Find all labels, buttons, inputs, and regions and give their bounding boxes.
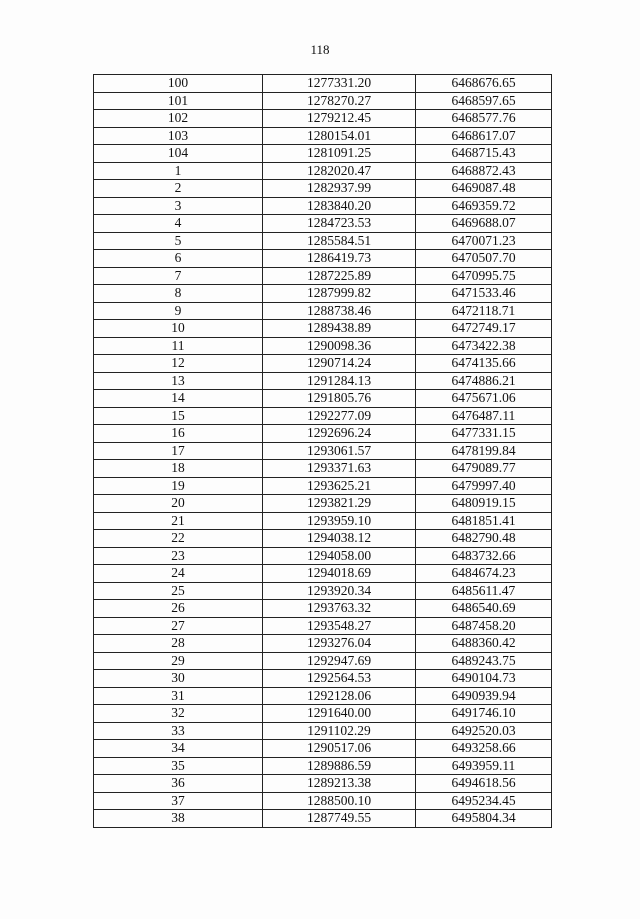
table-row	[94, 250, 552, 268]
y-coordinate-cell: 6495234.45	[416, 792, 552, 810]
y-coordinate-cell: 6493959.11	[416, 757, 552, 775]
point-number-cell: 9	[94, 302, 263, 320]
page-number: 118	[310, 42, 330, 57]
point-number-cell: 30	[94, 670, 263, 688]
y-coordinate-cell: 6490939.94	[416, 687, 552, 705]
x-coordinate-cell: 1293959.10	[263, 512, 416, 530]
x-coordinate-cell: 1282020.47	[263, 162, 416, 180]
table-row	[94, 162, 552, 180]
y-coordinate-cell: 6479997.40	[416, 477, 552, 495]
point-number-cell: 100	[94, 75, 263, 93]
table-row	[94, 757, 552, 775]
point-number-cell: 34	[94, 740, 263, 758]
y-coordinate-cell: 6480919.15	[416, 495, 552, 513]
y-coordinate-cell: 6469087.48	[416, 180, 552, 198]
table-row	[94, 302, 552, 320]
x-coordinate-cell: 1283840.20	[263, 197, 416, 215]
point-number-cell: 31	[94, 687, 263, 705]
point-number-cell: 1	[94, 162, 263, 180]
y-coordinate-cell: 6471533.46	[416, 285, 552, 303]
y-coordinate-cell: 6495804.34	[416, 810, 552, 828]
x-coordinate-cell: 1289438.89	[263, 320, 416, 338]
x-coordinate-cell: 1280154.01	[263, 127, 416, 145]
table-row	[94, 390, 552, 408]
y-coordinate-cell: 6472118.71	[416, 302, 552, 320]
y-coordinate-cell: 6469359.72	[416, 197, 552, 215]
point-number-cell: 2	[94, 180, 263, 198]
x-coordinate-cell: 1293061.57	[263, 442, 416, 460]
table-row	[94, 582, 552, 600]
x-coordinate-cell: 1294018.69	[263, 565, 416, 583]
y-coordinate-cell: 6474135.66	[416, 355, 552, 373]
y-coordinate-cell: 6492520.03	[416, 722, 552, 740]
table-row	[94, 232, 552, 250]
y-coordinate-cell: 6470507.70	[416, 250, 552, 268]
y-coordinate-cell: 6468715.43	[416, 145, 552, 163]
table-row	[94, 670, 552, 688]
point-number-cell: 16	[94, 425, 263, 443]
point-number-cell: 4	[94, 215, 263, 233]
point-number-cell: 14	[94, 390, 263, 408]
table-row	[94, 267, 552, 285]
table-row	[94, 635, 552, 653]
y-coordinate-cell: 6489243.75	[416, 652, 552, 670]
point-number-cell: 38	[94, 810, 263, 828]
table-row	[94, 337, 552, 355]
x-coordinate-cell: 1293371.63	[263, 460, 416, 478]
table-row	[94, 215, 552, 233]
x-coordinate-cell: 1285584.51	[263, 232, 416, 250]
x-coordinate-cell: 1291640.00	[263, 705, 416, 723]
y-coordinate-cell: 6473422.38	[416, 337, 552, 355]
y-coordinate-cell: 6494618.56	[416, 775, 552, 793]
x-coordinate-cell: 1287749.55	[263, 810, 416, 828]
x-coordinate-cell: 1290517.06	[263, 740, 416, 758]
table-row	[94, 145, 552, 163]
point-number-cell: 24	[94, 565, 263, 583]
point-number-cell: 20	[94, 495, 263, 513]
table-row	[94, 425, 552, 443]
point-number-cell: 104	[94, 145, 263, 163]
point-number-cell: 5	[94, 232, 263, 250]
point-number-cell: 28	[94, 635, 263, 653]
y-coordinate-cell: 6470071.23	[416, 232, 552, 250]
table-row	[94, 495, 552, 513]
y-coordinate-cell: 6479089.77	[416, 460, 552, 478]
table-row	[94, 92, 552, 110]
x-coordinate-cell: 1292564.53	[263, 670, 416, 688]
y-coordinate-cell: 6468577.76	[416, 110, 552, 128]
y-coordinate-cell: 6474886.21	[416, 372, 552, 390]
table-row	[94, 407, 552, 425]
x-coordinate-cell: 1293821.29	[263, 495, 416, 513]
table-row	[94, 722, 552, 740]
point-number-cell: 37	[94, 792, 263, 810]
point-number-cell: 3	[94, 197, 263, 215]
y-coordinate-cell: 6493258.66	[416, 740, 552, 758]
table-row	[94, 127, 552, 145]
y-coordinate-cell: 6485611.47	[416, 582, 552, 600]
table-row	[94, 75, 552, 93]
x-coordinate-cell: 1281091.25	[263, 145, 416, 163]
x-coordinate-cell: 1288500.10	[263, 792, 416, 810]
x-coordinate-cell: 1293920.34	[263, 582, 416, 600]
table-row	[94, 110, 552, 128]
x-coordinate-cell: 1292128.06	[263, 687, 416, 705]
y-coordinate-cell: 6482790.48	[416, 530, 552, 548]
point-number-cell: 32	[94, 705, 263, 723]
table-row	[94, 792, 552, 810]
y-coordinate-cell: 6468617.07	[416, 127, 552, 145]
x-coordinate-cell: 1282937.99	[263, 180, 416, 198]
point-number-cell: 10	[94, 320, 263, 338]
point-number-cell: 6	[94, 250, 263, 268]
x-coordinate-cell: 1277331.20	[263, 75, 416, 93]
table-row	[94, 180, 552, 198]
table-row	[94, 652, 552, 670]
point-number-cell: 35	[94, 757, 263, 775]
point-number-cell: 36	[94, 775, 263, 793]
point-number-cell: 23	[94, 547, 263, 565]
x-coordinate-cell: 1290714.24	[263, 355, 416, 373]
x-coordinate-cell: 1284723.53	[263, 215, 416, 233]
point-number-cell: 15	[94, 407, 263, 425]
y-coordinate-cell: 6468597.65	[416, 92, 552, 110]
y-coordinate-cell: 6470995.75	[416, 267, 552, 285]
point-number-cell: 12	[94, 355, 263, 373]
point-number-cell: 18	[94, 460, 263, 478]
table-row	[94, 372, 552, 390]
table-row	[94, 775, 552, 793]
table-row	[94, 320, 552, 338]
coordinates-table	[93, 74, 552, 828]
table-row	[94, 285, 552, 303]
y-coordinate-cell: 6478199.84	[416, 442, 552, 460]
table-row	[94, 442, 552, 460]
point-number-cell: 26	[94, 600, 263, 618]
coordinates-table-body	[94, 75, 552, 828]
x-coordinate-cell: 1278270.27	[263, 92, 416, 110]
y-coordinate-cell: 6472749.17	[416, 320, 552, 338]
table-row	[94, 617, 552, 635]
y-coordinate-cell: 6488360.42	[416, 635, 552, 653]
point-number-cell: 25	[94, 582, 263, 600]
x-coordinate-cell: 1291102.29	[263, 722, 416, 740]
point-number-cell: 19	[94, 477, 263, 495]
point-number-cell: 29	[94, 652, 263, 670]
point-number-cell: 22	[94, 530, 263, 548]
point-number-cell: 8	[94, 285, 263, 303]
x-coordinate-cell: 1292696.24	[263, 425, 416, 443]
x-coordinate-cell: 1294038.12	[263, 530, 416, 548]
x-coordinate-cell: 1293763.32	[263, 600, 416, 618]
x-coordinate-cell: 1292277.09	[263, 407, 416, 425]
point-number-cell: 13	[94, 372, 263, 390]
y-coordinate-cell: 6477331.15	[416, 425, 552, 443]
x-coordinate-cell: 1286419.73	[263, 250, 416, 268]
table-row	[94, 197, 552, 215]
y-coordinate-cell: 6483732.66	[416, 547, 552, 565]
point-number-cell: 101	[94, 92, 263, 110]
table-row	[94, 705, 552, 723]
table-row	[94, 530, 552, 548]
table-row	[94, 355, 552, 373]
y-coordinate-cell: 6469688.07	[416, 215, 552, 233]
point-number-cell: 102	[94, 110, 263, 128]
point-number-cell: 11	[94, 337, 263, 355]
x-coordinate-cell: 1289886.59	[263, 757, 416, 775]
point-number-cell: 27	[94, 617, 263, 635]
x-coordinate-cell: 1287999.82	[263, 285, 416, 303]
point-number-cell: 33	[94, 722, 263, 740]
y-coordinate-cell: 6491746.10	[416, 705, 552, 723]
point-number-cell: 21	[94, 512, 263, 530]
x-coordinate-cell: 1293548.27	[263, 617, 416, 635]
y-coordinate-cell: 6475671.06	[416, 390, 552, 408]
table-row	[94, 600, 552, 618]
x-coordinate-cell: 1294058.00	[263, 547, 416, 565]
table-row	[94, 687, 552, 705]
x-coordinate-cell: 1293276.04	[263, 635, 416, 653]
table-row	[94, 810, 552, 828]
y-coordinate-cell: 6468676.65	[416, 75, 552, 93]
point-number-cell: 17	[94, 442, 263, 460]
table-row	[94, 460, 552, 478]
table-row	[94, 477, 552, 495]
table-row	[94, 512, 552, 530]
x-coordinate-cell: 1293625.21	[263, 477, 416, 495]
x-coordinate-cell: 1291805.76	[263, 390, 416, 408]
table-row	[94, 547, 552, 565]
x-coordinate-cell: 1290098.36	[263, 337, 416, 355]
y-coordinate-cell: 6486540.69	[416, 600, 552, 618]
x-coordinate-cell: 1288738.46	[263, 302, 416, 320]
y-coordinate-cell: 6487458.20	[416, 617, 552, 635]
point-number-cell: 103	[94, 127, 263, 145]
x-coordinate-cell: 1279212.45	[263, 110, 416, 128]
point-number-cell: 7	[94, 267, 263, 285]
x-coordinate-cell: 1292947.69	[263, 652, 416, 670]
y-coordinate-cell: 6476487.11	[416, 407, 552, 425]
table-row	[94, 740, 552, 758]
y-coordinate-cell: 6490104.73	[416, 670, 552, 688]
table-row	[94, 565, 552, 583]
y-coordinate-cell: 6481851.41	[416, 512, 552, 530]
y-coordinate-cell: 6484674.23	[416, 565, 552, 583]
x-coordinate-cell: 1287225.89	[263, 267, 416, 285]
y-coordinate-cell: 6468872.43	[416, 162, 552, 180]
x-coordinate-cell: 1289213.38	[263, 775, 416, 793]
x-coordinate-cell: 1291284.13	[263, 372, 416, 390]
